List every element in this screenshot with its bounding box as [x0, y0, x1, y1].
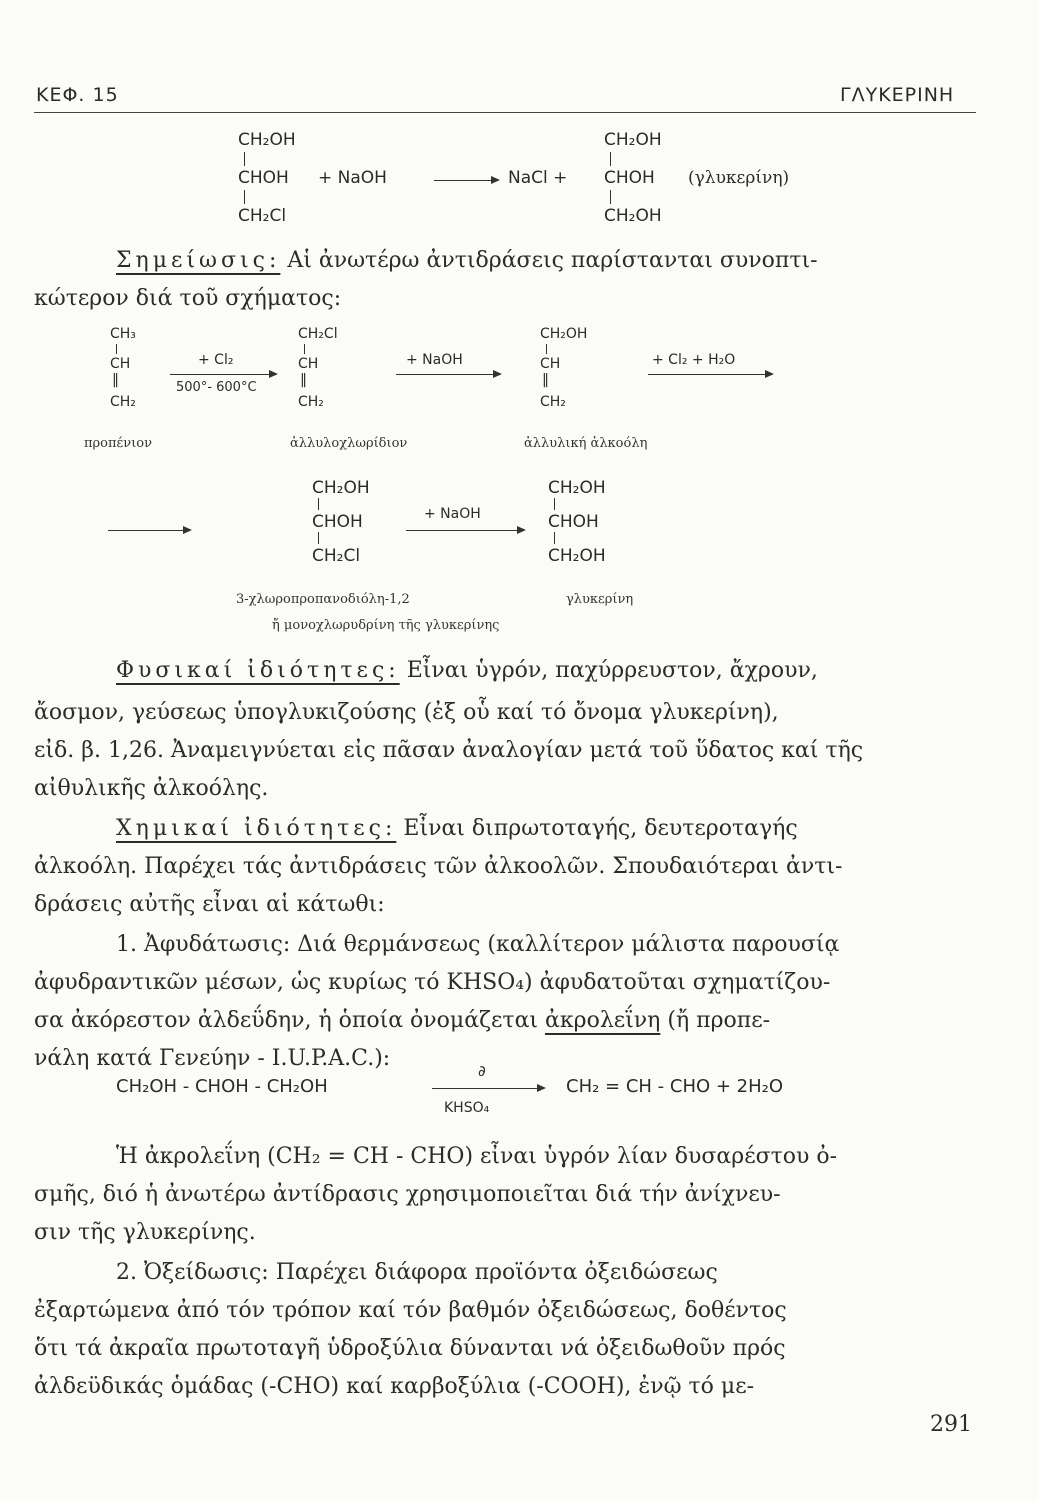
propene-line-3: CH₂	[110, 394, 136, 410]
chemical-line-3: δράσεις αὐτῆς εἶναι αἱ κάτωθι:	[34, 892, 385, 917]
glycerin-name: γλυκερίνη	[566, 592, 634, 607]
reactant-line-1: CH₂OH	[238, 130, 296, 150]
physical-heading: Φυσικαί ἰδιότητες:	[116, 658, 400, 683]
product-line-1: CH₂OH	[604, 130, 662, 150]
note-heading-block	[116, 250, 818, 272]
allyl-alcohol-line-3: CH₂	[540, 394, 566, 410]
acrolein-term: ἀκρολεΐνη	[545, 1008, 661, 1033]
chemical-line-1-block	[116, 818, 798, 840]
bond	[554, 498, 555, 510]
note-line-1: Αἱ ἀνωτέρω ἀντιδράσεις παρίστανται συνοπτι-	[287, 248, 818, 273]
step4-reagent: + NaOH	[424, 506, 481, 522]
product-salt: NaCl +	[508, 168, 568, 188]
bond	[244, 152, 245, 166]
propene-name: προπένιον	[84, 436, 153, 451]
bond	[244, 190, 245, 204]
acrolein-para-1: Ἡ ἀκρολεΐνη (CH₂ = CH - CHO) εἶναι ὑγρόν λίαν δυσαρέστου ὀ-	[116, 1144, 838, 1169]
oxidation-line-1-block	[116, 1262, 718, 1284]
continue-arrow	[108, 530, 190, 531]
dehydration-line-3c: (ἤ προπε-	[667, 1008, 771, 1033]
chapter-label: ΚΕΦ. 15	[36, 84, 119, 106]
bond	[546, 344, 547, 354]
note-heading: Σημείωσις:	[116, 248, 281, 273]
note-line-2: κώτερον διά τοῦ σχήματος:	[34, 286, 342, 311]
bond	[304, 344, 305, 354]
oxidation-line-4: ἀλδεϋδικάς ὁμάδας (-CHO) καί καρβοξύλια (-COOH), ἐνῷ τό με-	[34, 1374, 755, 1399]
glycerin-line-1: CH₂OH	[548, 478, 606, 498]
dehydration-line-3-block	[34, 1010, 770, 1032]
equation-left: CH₂OH - CHOH - CH₂OH	[116, 1076, 328, 1097]
dehydration-line-3a: σα ἀκόρεστον ἀλδεΰδην, ἡ ὁποία ὀνομάζεται	[34, 1008, 539, 1033]
equation-right: CH₂ = CH - CHO + 2H₂O	[566, 1076, 784, 1097]
step4-arrow	[406, 530, 524, 531]
equation-arrow	[432, 1088, 544, 1089]
step3-arrow	[648, 374, 772, 375]
step3-reagent: + Cl₂ + H₂O	[652, 352, 736, 368]
allyl-alcohol-line-1: CH₂OH	[540, 326, 588, 342]
product-name: (γλυκερίνη)	[688, 168, 790, 188]
oxidation-line-1: Παρέχει διάφορα προϊόντα ὀξειδώσεως	[275, 1260, 718, 1285]
chemical-heading: Χημικαί ἰδιότητες:	[116, 816, 397, 841]
dehydration-line-2: ἀφυδραντικῶν μέσων, ὡς κυρίως τό KHSO₄) ἀφυδατοῦται σχηματίζου-	[34, 970, 831, 995]
dehydration-heading: 1. Ἀφυδάτωσις:	[116, 932, 291, 957]
reactant-line-2: CHOH	[238, 168, 289, 188]
bond	[318, 532, 319, 544]
product-line-3: CH₂OH	[604, 206, 662, 226]
physical-line-1-block	[116, 660, 818, 682]
step2-reagent: + NaOH	[406, 352, 463, 368]
allyl-chloride-line-2: CH	[298, 356, 319, 372]
oxidation-heading: 2. Ὀξείδωσις:	[116, 1260, 269, 1285]
allyl-chloride-name: ἀλλυλοχλωρίδιον	[290, 436, 408, 451]
chlorohydrin-line-1: CH₂OH	[312, 478, 370, 498]
bond	[610, 190, 611, 204]
dehydration-line-1: Διά θερμάνσεως (καλλίτερον μάλιστα παρουσίᾳ	[297, 932, 840, 957]
reaction-arrow	[434, 180, 498, 181]
acrolein-para-3: σιν τῆς γλυκερίνης.	[34, 1220, 256, 1245]
chemical-line-2: ἀλκοόλη. Παρέχει τάς ἀντιδράσεις τῶν ἀλκοολῶν. Σπουδαιότεραι ἀντι-	[34, 854, 843, 879]
dehydration-line-1-block	[116, 934, 839, 956]
step1-arrow	[170, 374, 276, 375]
bond	[554, 532, 555, 544]
propene-line-1: CH₃	[110, 326, 136, 342]
allyl-alcohol-line-2: CH	[540, 356, 561, 372]
chemical-line-1: Εἶναι διπρωτοταγής, δευτεροταγής	[403, 816, 798, 841]
propene-line-2: CH	[110, 356, 131, 372]
chlorohydrin-name: 3-χλωροπροπανοδιόλη-1,2	[236, 592, 410, 607]
oxidation-line-3: ὅτι τά ἀκραῖα πρωτοταγῆ ὑδροξύλια δύνανται νά ὀξειδωθοῦν πρός	[34, 1336, 786, 1361]
step1-conditions: 500°- 600°C	[176, 380, 257, 395]
dehydration-line-4: νάλη κατά Γενεύην - I.U.P.A.C.):	[34, 1046, 391, 1071]
reactant-line-3: CH₂Cl	[238, 206, 287, 226]
bond	[116, 344, 117, 354]
step1-reagent: + Cl₂	[198, 352, 234, 368]
chlorohydrin-line-2: CHOH	[312, 512, 363, 532]
acrolein-para-2: σμῆς, διό ἡ ἀνωτέρω ἀντίδρασις χρησιμοποιεῖται διά τήν ἀνίχνευ-	[34, 1182, 781, 1207]
reagent-naoh: + NaOH	[318, 168, 387, 188]
chlorohydrin-alt-name: ἤ μονοχλωρυδρίνη τῆς γλυκερίνης	[272, 618, 500, 633]
oxidation-line-2: ἐξαρτώμενα ἀπό τόν τρόπον καί τόν βαθμόν ὀξειδώσεως, δοθέντος	[34, 1298, 787, 1323]
chlorohydrin-line-3: CH₂Cl	[312, 546, 361, 566]
physical-line-2: ἄοσμον, γεύσεως ὑπογλυκιζούσης (ἐξ οὗ καί τό ὄνομα γλυκερίνη),	[34, 700, 779, 725]
equation-below: KHSO₄	[444, 1100, 490, 1116]
double-bond: ‖	[112, 372, 119, 388]
bond	[610, 152, 611, 166]
step2-arrow	[396, 374, 500, 375]
page-header-title: ΓΛΥΚΕΡΙΝΗ	[840, 84, 955, 106]
physical-line-3: εἰδ. β. 1,26. Ἀναμειγνύεται εἰς πᾶσαν ἀναλογίαν μετά τοῦ ὕδατος καί τῆς	[34, 738, 864, 763]
physical-line-1: Εἶναι ὑγρόν, παχύρρευστον, ἄχρουν,	[406, 658, 818, 683]
allyl-chloride-line-1: CH₂Cl	[298, 326, 338, 342]
allyl-chloride-line-3: CH₂	[298, 394, 324, 410]
header-rule	[34, 112, 976, 113]
glycerin-line-3: CH₂OH	[548, 546, 606, 566]
allyl-alcohol-name: ἀλλυλική ἀλκοόλη	[524, 436, 648, 451]
physical-line-4: αἰθυλικῆς ἀλκοόλης.	[34, 776, 269, 801]
bond	[318, 498, 319, 510]
page-number: 291	[930, 1412, 972, 1437]
double-bond: ‖	[542, 372, 549, 388]
equation-above: ∂	[478, 1062, 486, 1080]
double-bond: ‖	[300, 372, 307, 388]
glycerin-line-2: CHOH	[548, 512, 599, 532]
product-line-2: CHOH	[604, 168, 655, 188]
